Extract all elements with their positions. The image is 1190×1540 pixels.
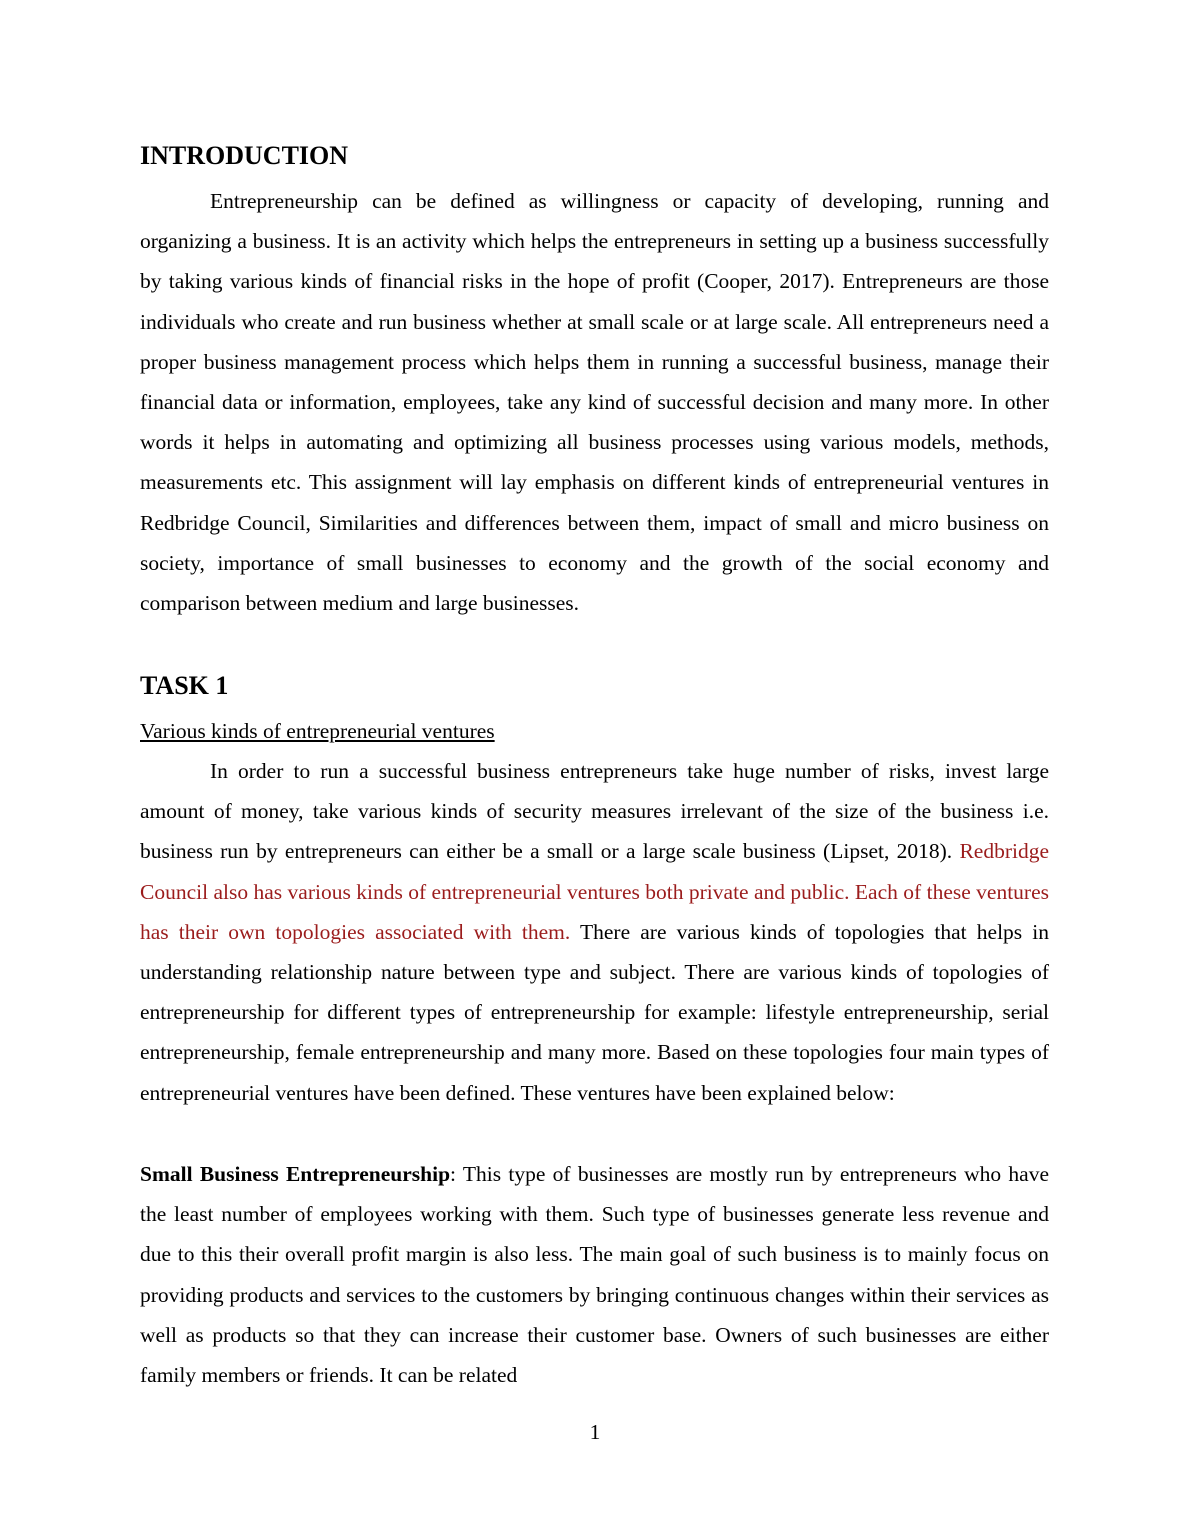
introduction-paragraph: Entrepreneurship can be defined as willingness or capacity of developing, running and organizing a business. It is an activity which helps the entrepreneurs in setting up a business successfully by taking various kinds of financial risks in the hope of profit (Cooper, 2017). Entrepreneurs are those individuals who create and run business whether at small scale or at large scale. All entrepreneurs need a proper business management process which helps them in running a successful business, manage their financial data or information, employees, take any kind of successful decision and many more. In other words it helps in automating and optimizing all business processes using various models, methods, measurements etc. This assignment will lay emphasis on different kinds of entrepreneurial ventures in Redbridge Council, Similarities and differences between them, impact of small and micro business on society, importance of small businesses to economy and the growth of the social economy and comparison between medium and large businesses.	[140, 189, 1049, 616]
small-business-term: Small Business Entrepreneurship	[140, 1162, 451, 1186]
ventures-paragraph-rest-text: There are various kinds of topologies that helps in understanding relationship nature between type and subject. There are various kinds of topologies of entrepreneurship for different types of entrepreneurship for example: lifestyle entrepreneurship, serial entrepreneurship, female entrepreneurship and many more. Based on these topologies four main types of entrepreneurial ventures have been defined. These ventures have been explained below:	[140, 919, 1049, 1105]
highlighted-text: Redbridge Council also has various kinds of entrepreneurial ventures both private and public. Each of these ventures has their own topologies associated with them.	[140, 839, 1049, 944]
ventures-paragraph-intro-text: In order to run a successful business entrepreneurs take huge number of risks, invest large amount of money, take various kinds of security measures irrelevant of the size of the business i.e. business run by entrepreneurs can either be a small or a large scale business (Lipset, 2018).	[140, 759, 1049, 864]
introduction-heading: INTRODUCTION	[140, 141, 349, 170]
small-business-paragraph	[140, 1154, 1049, 1395]
small-business-description: : This type of businesses are mostly run by entrepreneurs who have the least number of employees working with them. Such type of businesses generate less revenue and due to this their overall profit margin is also less. The main goal of such business is to mainly focus on providing products and services to the customers by bringing continuous changes within their services as well as products so that they can increase their customer base. Owners of such businesses are either family members or friends. It can be related	[140, 1162, 1049, 1388]
ventures-paragraph	[140, 751, 1049, 1113]
task-1-heading: TASK 1	[140, 671, 229, 700]
page-number: 1	[589, 1420, 601, 1444]
ventures-subheading: Various kinds of entrepreneurial ventures	[140, 719, 495, 743]
